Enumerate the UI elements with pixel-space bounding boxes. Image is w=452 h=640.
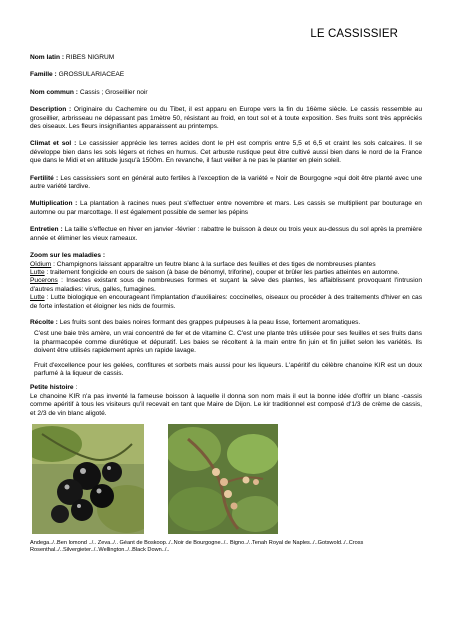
lutte-pucerons: Lutte : Lutte biologique en encourageant l'implantation d'auxiliaires: coccinelles, oiseaux ou procéder à des traitements d'hiver en cas de forte infestation et éloigner les nids de fourmis. xyxy=(30,294,422,310)
blackcurrant-flowers-photo xyxy=(168,424,278,534)
blackcurrant-berries-photo xyxy=(32,424,144,534)
entretien: Entretien : La taille s'effectue en hiver en janvier -février : rabattre le buisson à deux ou trois yeux au-dessus du sol après la première année et éliminer les vieux rameaux. xyxy=(30,226,423,242)
multiplication: Multiplication : La plantation à racines nues peut s'effectuer entre novembre et mars. Les cassis se multiplient par bouturage en automne ou par marcottage. Il est également possible de semer les pépins xyxy=(30,200,422,216)
recolte-usage: C'est une baie très amère, un vrai concentré de fer et de vitamine C. C'est une plante très utilisée pour ses feuilles et ses fruits dans la pharmacopée comme diurétique et dépuratif. Les baies se récoltent à la main entre fin juin et fin juillet selon les variétés. Ils doivent être utilisés rapidement après un rapide lavage. xyxy=(34,330,422,355)
photo-row xyxy=(30,424,422,534)
lutte-oidium: Lutte : traitement fongicide en cours de saison (à base de bénomyl, triforine), couper et brûler les parties atteintes en automne. xyxy=(30,268,400,276)
maladies-section xyxy=(30,252,422,311)
nom-commun: Nom commun : Cassis ; Groseillier noir xyxy=(30,88,148,96)
fertilite: Fertilité : Les cassissiers sont en général auto fertiles à l'exception de la variété « Noir de Bourgogne »qui doit être planté avec une autre variété tardive. xyxy=(30,174,423,191)
famille: Famille : GROSSULARIACEAE xyxy=(30,71,125,79)
maladie-oidium: Oïdium : Champignons laissant apparaître un feutre blanc à la surface des feuilles et des tiges de nombreuses plantes xyxy=(30,260,376,268)
maladie-pucerons: Pucerons : Insectes existant sous de nombreuses formes et suçant la sève des plantes, les affaiblissent provoquant l'intrusion d'autres maladies: virus, galles, fumagines. xyxy=(30,277,422,293)
berries-image-icon xyxy=(32,424,144,534)
flowers-image-icon xyxy=(168,424,278,534)
recolte-kir: Fruit d'excellence pour les gelées, confitures et sorbets mais aussi pour les liqueurs. L'apéritif du célèbre chanoine KIR est un doux parfumé à la liqueur de cassis. xyxy=(34,361,422,377)
recolte: Récolte : Les fruits sont des baies noires formant des grappes pulpeuses à la peau lisse, fortement aromatiques. xyxy=(30,318,361,326)
description: Description : Originaire du Cachemire ou du Tibet, il est apparu en Europe vers la fin du 16ème siècle. Le cassis ressemble au groseillier, arbrisseau ne dépassant pas 1mètre 50, résistant au froid, en tout sol et à toute exposition. Ses fruits sont très appréciés des oiseaux. Les fleurs insignifiantes apparaissent au printemps. xyxy=(30,106,422,131)
page-title: LE CASSISSIER xyxy=(310,28,398,40)
histoire-heading: Petite histoire : xyxy=(30,384,78,392)
nom-latin: Nom latin : RIBES NIGRUM xyxy=(30,54,115,61)
histoire-text: Le chanoine KIR n'a pas inventé la fameuse boisson à laquelle il donna son nom mais il eut la bonne idée d'offrir un blanc -cassis comme apéritif à tous les visiteurs qu'il recevait en tant que Maire de Dijon. Le kir traditionnel est composé d'1/3 de crème de cassis, et 2/3 de vin blanc aligoté. xyxy=(30,392,422,417)
maladies-heading: Zoom sur les maladies : xyxy=(30,252,106,260)
climat-et-sol: Climat et sol : Le cassissier apprécie les terres acides dont le pH est compris entre 5,5 et 6,5 et craint les sols calcaires. Il se développe bien dans les sols légers et riches en humus. Cet arbuste rustique peut être cultivé aussi bien dans le nord de la France que dans le Midi et en altitude jusqu'à 1500m. En revanche, il faut veiller à ne pas le planter en plein soleil. xyxy=(30,140,422,165)
varieties-list: Andega../..Ben lomond ../.. Zeva../.. Géant de Boskoop../..Noir de Bourgogne../.. Bigno../..Tenah Royal de Naples../..Gotswold../..Cross Rosenthal../..Silvergieter../..Wellington../..Black Down../.. xyxy=(30,540,364,554)
